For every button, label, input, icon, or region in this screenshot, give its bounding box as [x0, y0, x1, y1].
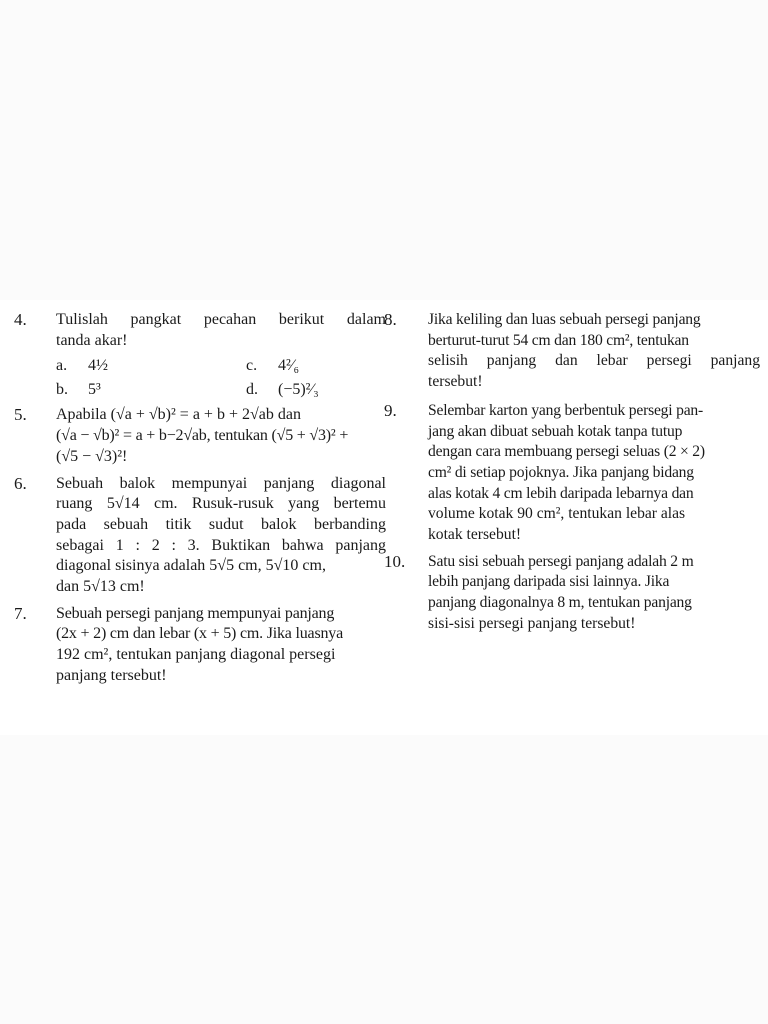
- problem-text-line: dan 5√13 cm!: [56, 578, 145, 596]
- problem-5: [14, 405, 386, 467]
- problem-text-line: (2x + 2) cm dan lebar (x + 5) cm. Jika luasnya: [56, 625, 343, 643]
- problem-4: [14, 310, 386, 399]
- exercise-sheet: [0, 300, 768, 735]
- problem-text-line: tanda akar!: [56, 331, 128, 349]
- option-a: [56, 357, 246, 375]
- problem-number: 5.: [14, 405, 27, 425]
- problem-text-line: diagonal sisinya adalah 5√5 cm, 5√10 cm,: [56, 557, 326, 575]
- problem-text-line: 192 cm², tentukan panjang diagonal persegi: [56, 646, 336, 664]
- problem-text-line: sisi-sisi persegi panjang tersebut!: [428, 614, 636, 632]
- problem-text-line: Selembar karton yang berbentuk persegi pan-: [428, 401, 704, 419]
- problem-6: [14, 474, 386, 598]
- right-column: [384, 310, 760, 635]
- option-b: [56, 381, 246, 399]
- problem-text-line: dengan cara membuang persegi seluas (2 × 2): [428, 443, 705, 461]
- top-blank-area: [0, 0, 768, 300]
- option-value: 5³: [88, 381, 101, 399]
- option-label: d.: [246, 381, 258, 399]
- problem-number: 8.: [384, 310, 397, 329]
- option-value: 4½: [88, 357, 108, 375]
- problem-text-line: Sebuah persegi panjang mempunyai panjang: [56, 604, 335, 622]
- problem-number: 7.: [14, 603, 27, 623]
- problem-text-line: lebih panjang daripada sisi lainnya. Jika: [428, 573, 670, 591]
- problem-text-line: (√a − √b)² = a + b−2√ab, tentukan (√5 + √3)² +: [56, 427, 349, 445]
- problem-text-line: Satu sisi sebuah persegi panjang adalah 2 m: [428, 552, 694, 570]
- problem-9: [384, 401, 760, 546]
- problem-text-line: Sebuah balok mempunyai panjang diagonal: [56, 474, 386, 492]
- problem-text-line: ruang 5√14 cm. Rusuk-rusuk yang bertemu: [56, 495, 386, 513]
- option-label: a.: [56, 357, 68, 375]
- problem-text-line: Jika keliling dan luas sebuah persegi panjang: [428, 311, 701, 328]
- problem-text-line: alas kotak 4 cm lebih daripada lebarnya dan: [428, 484, 694, 502]
- option-value: (−5)²⁄₃: [278, 381, 319, 399]
- problem-text-line: panjang tersebut!: [56, 666, 167, 684]
- problem-text-line: selisih panjang dan lebar persegi panjang: [428, 352, 760, 370]
- problem-10: [384, 552, 760, 635]
- problem-7: [14, 604, 386, 687]
- problem-number: 6.: [14, 473, 27, 493]
- problem-text-line: cm² di setiap pojoknya. Jika panjang bidang: [428, 463, 694, 481]
- option-label: b.: [56, 381, 68, 399]
- problem-text-line: tersebut!: [428, 373, 483, 391]
- problem-text-line: panjang diagonalnya 8 m, tentukan panjang: [428, 594, 692, 612]
- problem-text-line: Apabila (√a + √b)² = a + b + 2√ab dan: [56, 406, 301, 424]
- left-column: [14, 310, 386, 687]
- problem-number: 9.: [384, 400, 397, 420]
- problem-text-line: berturut-turut 54 cm dan 180 cm², tentukan: [428, 331, 689, 349]
- option-value: 4²⁄₆: [278, 357, 300, 375]
- problem-text-line: (√5 − √3)²!: [56, 447, 128, 465]
- option-label: c.: [246, 357, 258, 375]
- problem-text-line: pada sebuah titik sudut balok berbanding: [56, 515, 386, 533]
- problem-number: 10.: [384, 551, 406, 571]
- problem-number: 4.: [14, 310, 27, 329]
- problem-text-line: jang akan dibuat sebuah kotak tanpa tutup: [428, 422, 683, 440]
- problem-8: [384, 310, 760, 393]
- problem-text-line: kotak tersebut!: [428, 526, 522, 544]
- problem-text-line: Tulislah pangkat pecahan berikut dalam: [56, 311, 386, 328]
- problem-text-line: sebagai 1 : 2 : 3. Buktikan bahwa panjang: [56, 536, 386, 554]
- problem-text-line: volume kotak 90 cm², tentukan lebar alas: [428, 505, 686, 523]
- answer-options: [56, 357, 386, 399]
- bottom-blank-area: [0, 735, 768, 1024]
